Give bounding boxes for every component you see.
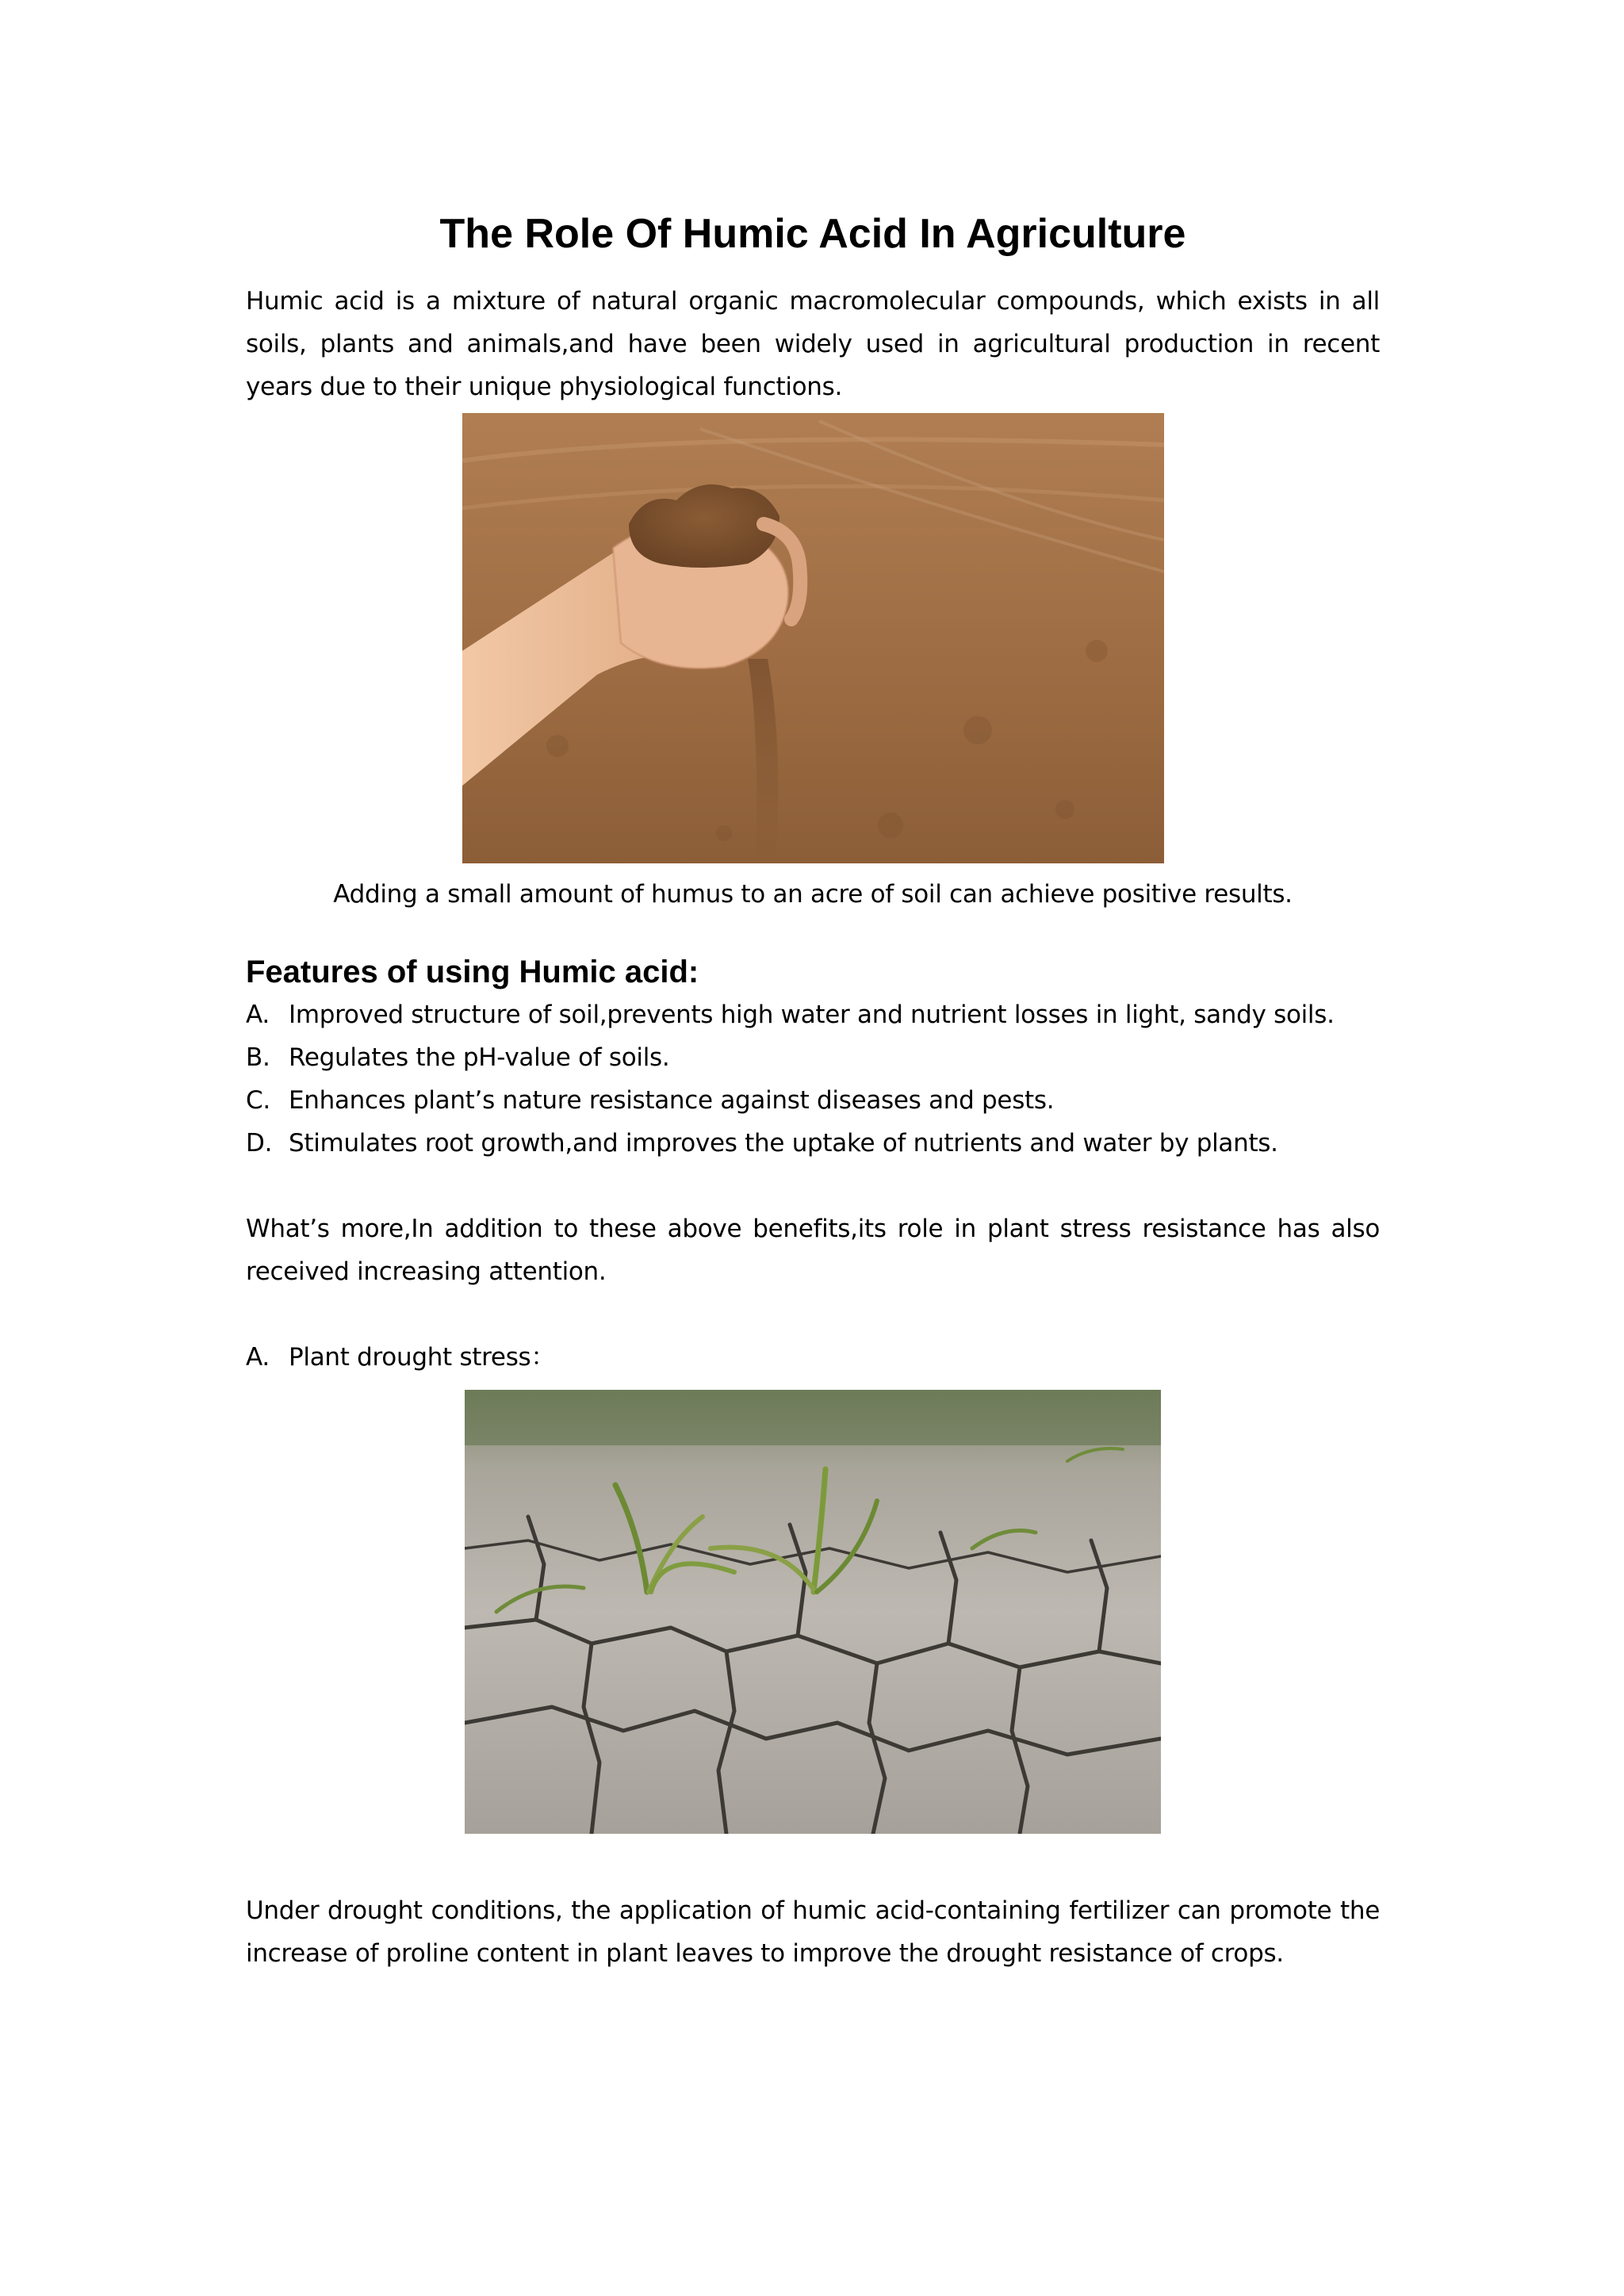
cracked-dry-soil-photo bbox=[465, 1390, 1161, 1834]
list-item bbox=[246, 993, 1380, 1036]
features-heading: Features of using Humic acid: bbox=[246, 955, 699, 989]
list-marker: A. bbox=[246, 1343, 270, 1372]
list-item-text: Enhances plant’s nature resistance against diseases and pests. bbox=[289, 1086, 1055, 1115]
document-title: The Role Of Humic Acid In Agriculture bbox=[439, 211, 1186, 257]
list-marker: D. bbox=[246, 1129, 273, 1158]
figure1-caption: Adding a small amount of humus to an acre of soil can achieve positive results. bbox=[333, 880, 1293, 909]
features-list bbox=[246, 993, 1380, 1165]
list-item bbox=[246, 1336, 1380, 1379]
list-marker: C. bbox=[246, 1086, 270, 1115]
list-marker: B. bbox=[246, 1043, 270, 1072]
hand-holding-soil-photo bbox=[462, 413, 1164, 863]
list-item-text: Regulates the pH-value of soils. bbox=[289, 1043, 670, 1072]
list-item-text: Stimulates root growth,and improves the uptake of nutrients and water by plants. bbox=[289, 1129, 1278, 1158]
more-paragraph: What’s more,In addition to these above benefits,its role in plant stress resistance has also received increasing attention. bbox=[246, 1215, 1380, 1286]
list-item bbox=[246, 1079, 1380, 1122]
document-page bbox=[246, 202, 1380, 1975]
list-item bbox=[246, 1036, 1380, 1079]
list-item-text: Plant drought stress： bbox=[289, 1343, 556, 1372]
stress-list bbox=[246, 1336, 1380, 1379]
list-item bbox=[246, 1122, 1380, 1165]
intro-paragraph: Humic acid is a mixture of natural organic macromolecular compounds, which exists in all soils, plants and animals,and have been widely used in agricultural production in recent years due to their unique physiological functions. bbox=[246, 287, 1380, 401]
list-marker: A. bbox=[246, 1001, 270, 1029]
list-item-text: Improved structure of soil,prevents high water and nutrient losses in light, sandy soils. bbox=[289, 1001, 1335, 1029]
outro-paragraph: Under drought conditions, the application of humic acid-containing fertilizer can promote the increase of proline content in plant leaves to improve the drought resistance of crops. bbox=[246, 1896, 1380, 1968]
